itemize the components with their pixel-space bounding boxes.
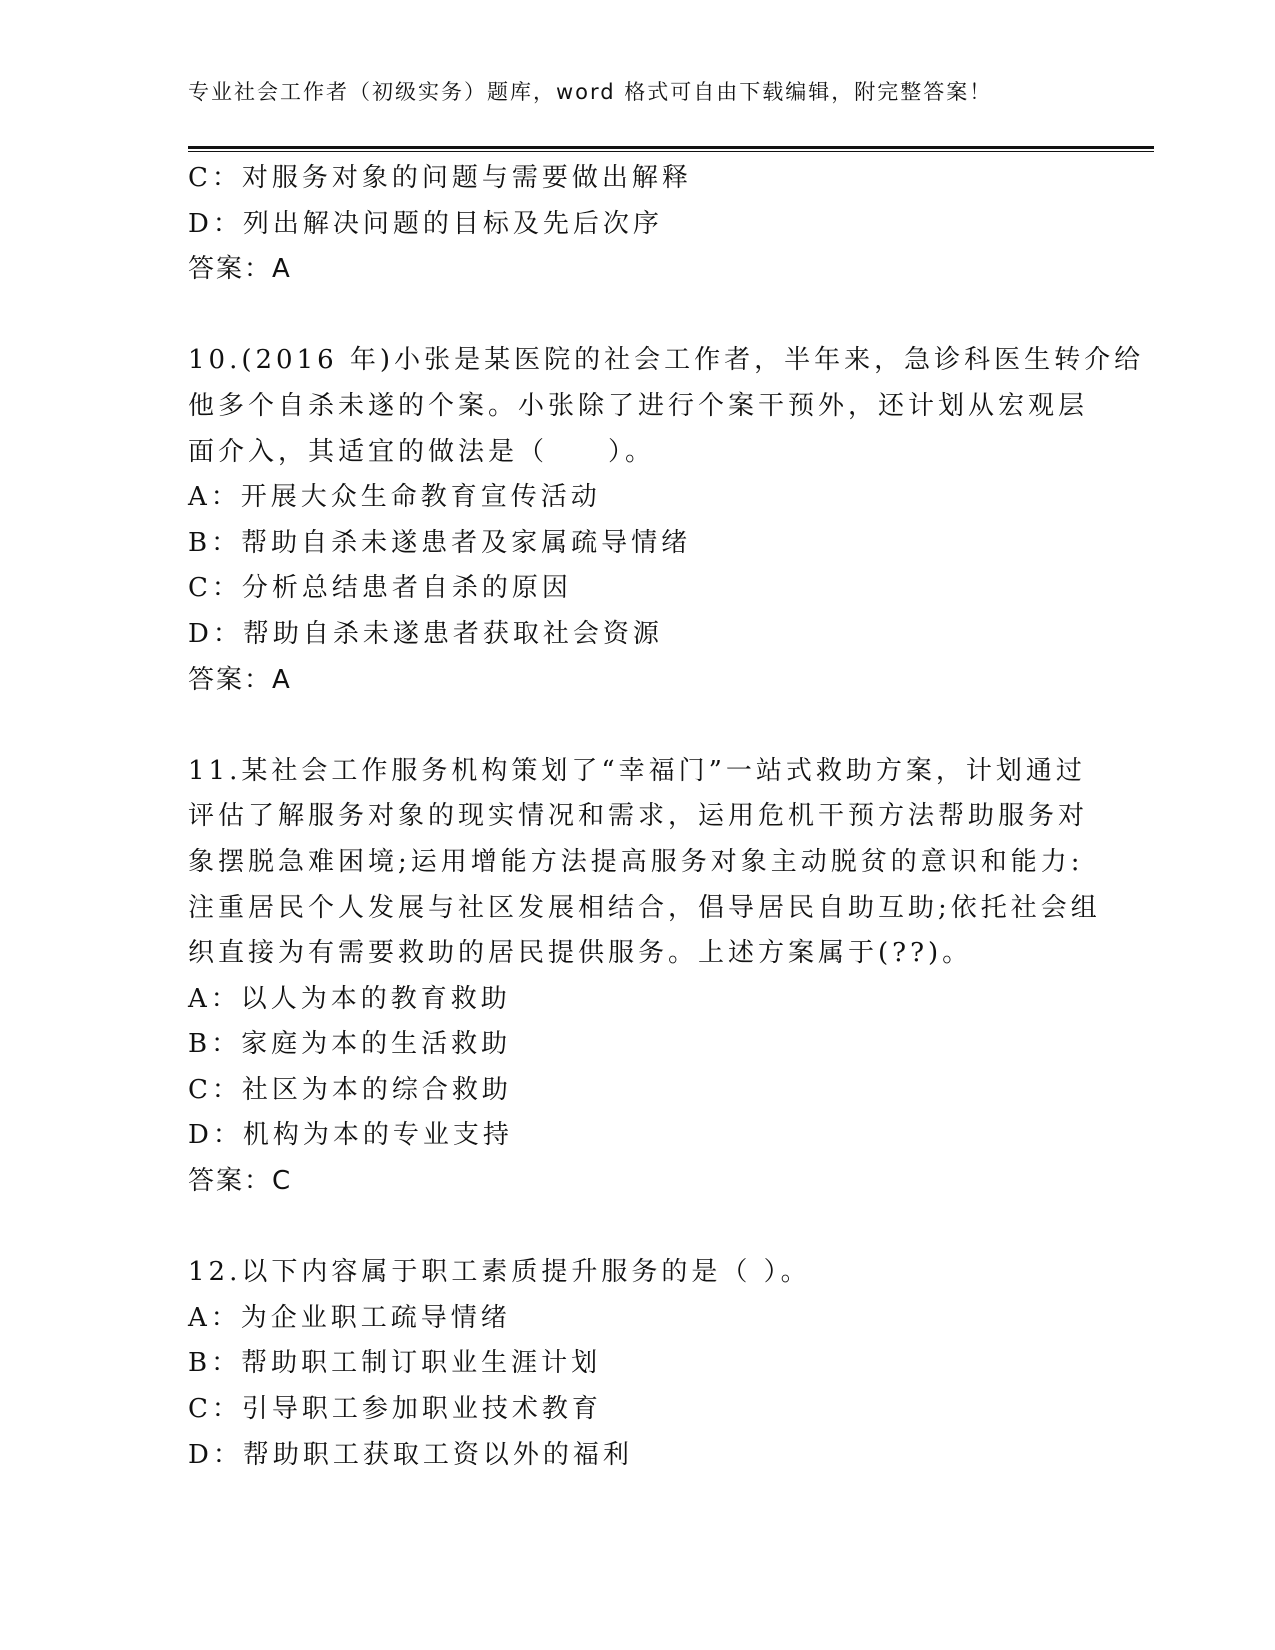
- option-b: B：家庭为本的生活救助: [188, 1029, 512, 1060]
- question-stem-line: 象摆脱急难困境;运用增能方法提高服务对象主动脱贫的意识和能力:: [188, 846, 1084, 877]
- option-d: D：列出解决问题的目标及先后次序: [188, 208, 663, 239]
- answer-line: 答案：A: [188, 254, 292, 285]
- question-stem-line: 面介入，其适宜的做法是（ ）。: [188, 436, 656, 467]
- option-a: A：为企业职工疏导情绪: [188, 1302, 511, 1333]
- question-stem-line: 注重居民个人发展与社区发展相结合，倡导居民自助互助;依托社会组: [188, 892, 1101, 923]
- question-stem-line: 10.(2016 年)小张是某医院的社会工作者，半年来，急诊科医生转介给: [188, 345, 1145, 376]
- option-d: D：机构为本的专业支持: [188, 1120, 513, 1151]
- option-c: C：对服务对象的问题与需要做出解释: [188, 163, 692, 193]
- header-rule-thick: [188, 146, 1154, 149]
- header-rule-thin: [188, 151, 1154, 152]
- question-stem-line: 他多个自杀未遂的个案。小张除了进行个案干预外，还计划从宏观层: [188, 390, 1089, 421]
- option-a: A：以人为本的教育救助: [188, 983, 511, 1014]
- answer-line: 答案：A: [188, 664, 292, 695]
- option-a: A：开展大众生命教育宣传活动: [188, 482, 601, 513]
- option-c: C：社区为本的综合救助: [188, 1074, 512, 1105]
- option-b: B：帮助自杀未遂患者及家属疏导情绪: [188, 527, 692, 558]
- page-header: 专业社会工作者（初级实务）题库，word 格式可自由下载编辑，附完整答案！: [188, 80, 993, 104]
- option-c: C：分析总结患者自杀的原因: [188, 573, 572, 604]
- option-b: B：帮助职工制订职业生涯计划: [188, 1348, 602, 1379]
- option-d: D：帮助职工获取工资以外的福利: [188, 1439, 633, 1470]
- question-stem-line: 织直接为有需要救助的居民提供服务。上述方案属于(??)。: [188, 938, 973, 969]
- spacer: [188, 293, 1088, 339]
- question-stem-line: 11.某社会工作服务机构策划了“幸福门”一站式救助方案，计划通过: [188, 755, 1086, 786]
- spacer: [188, 1205, 1088, 1251]
- question-stem-line: 12.以下内容属于职工素质提升服务的是（ ）。: [188, 1257, 811, 1288]
- spacer: [188, 703, 1088, 749]
- option-c: C：引导职工参加职业技术教育: [188, 1394, 602, 1425]
- question-content: [188, 156, 1145, 1478]
- answer-line: 答案：C: [188, 1166, 293, 1197]
- question-stem-line: 评估了解服务对象的现实情况和需求，运用危机干预方法帮助服务对: [188, 801, 1089, 832]
- option-d: D：帮助自杀未遂患者获取社会资源: [188, 618, 663, 649]
